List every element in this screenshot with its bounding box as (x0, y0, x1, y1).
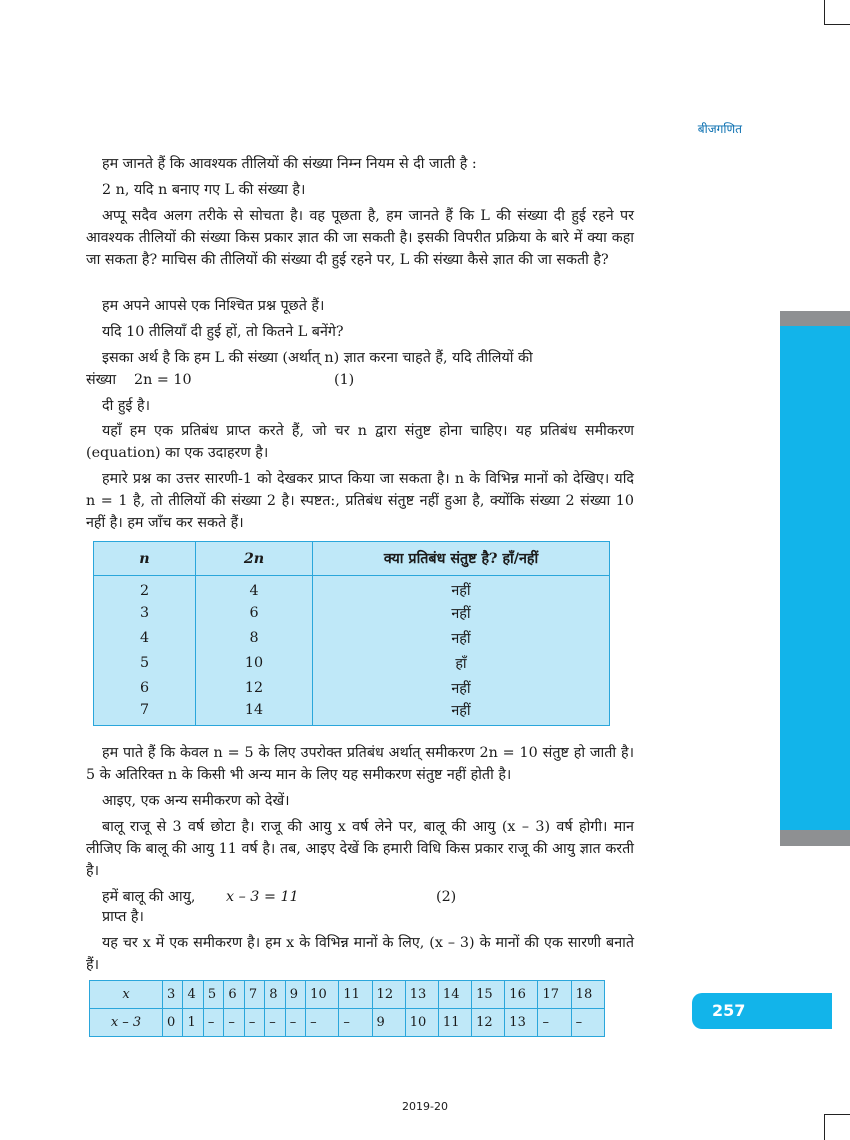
cell-condition: नहीं (313, 576, 610, 601)
cell-condition: नहीं (313, 701, 610, 726)
equation-1-number: (1) (334, 372, 355, 388)
cell-x: 9 (285, 981, 305, 1009)
cell-x-minus-3: – (538, 1009, 571, 1037)
paragraph: हमारे प्रश्न का उत्तर सारणी-1 को देखकर प्राप्त किया जा सकता है। n के विभिन्न मानों को देखिए। यदि n = 1 है, तो तीलियों की संख्या 2 है। स्पष्टत:, प्रतिबंध संतुष्ट नहीं हुआ है, क्योंकि संख्या 2 संख्या 10 नहीं है। हम जाँच कर सकते हैं। (86, 471, 634, 531)
paragraph: यह चर x में एक समीकरण है। हम x के विभिन्न मानों के लिए, (x – 3) के मानों की एक सारणी बनाते हैं। (86, 935, 634, 973)
crop-mark (824, 24, 850, 25)
cell-x-minus-3: – (265, 1009, 285, 1037)
crop-mark (824, 1114, 825, 1140)
page-number-badge: 257 (692, 993, 832, 1029)
cell-n: 3 (94, 601, 196, 626)
table-1 (93, 541, 610, 726)
row-label-x: x (90, 981, 163, 1009)
cell-2n: 10 (196, 651, 313, 676)
cell-x: 18 (571, 981, 604, 1009)
cell-x: 11 (339, 981, 372, 1009)
header-condition: क्या प्रतिबंध संतुष्ट है? हाँ/नहीं (313, 542, 610, 576)
equation-lead-text: संख्या (86, 372, 117, 388)
equation-lead-text: हमें बालू की आयु, (102, 889, 196, 905)
cell-x: 16 (505, 981, 538, 1009)
chapter-title: बीजगणित (697, 122, 742, 136)
cell-n: 6 (94, 676, 196, 701)
table-row-x (90, 981, 605, 1009)
table-row (94, 651, 610, 676)
cell-x-minus-3: – (244, 1009, 264, 1037)
crop-mark (824, 0, 825, 24)
cell-x: 10 (306, 981, 339, 1009)
cell-x: 8 (265, 981, 285, 1009)
equation-1: 2n = 10 (134, 372, 192, 388)
cell-x-minus-3: 9 (372, 1009, 405, 1037)
side-tab-blue (780, 326, 850, 830)
cell-x: 17 (538, 981, 571, 1009)
cell-x: 7 (244, 981, 264, 1009)
cell-x-minus-3: 10 (405, 1009, 438, 1037)
paragraph: बालू राजू से 3 वर्ष छोटा है। राजू की आयु x वर्ष लेने पर, बालू की आयु (x – 3) वर्ष होगी। मान लीजिए कि बालू की आयु 11 वर्ष है। तब, आइए देखें कि हमारी विधि किस प्रकार राजू की आयु ज्ञात करती है। (86, 819, 634, 879)
cell-x: 14 (438, 981, 471, 1009)
cell-n: 2 (94, 576, 196, 601)
cell-n: 4 (94, 626, 196, 651)
cell-x-minus-3: – (203, 1009, 223, 1037)
row-label-x-minus-3: x – 3 (90, 1009, 163, 1037)
paragraph: हम जानते हैं कि आवश्यक तीलियों की संख्या निम्न नियम से दी जाती है : (102, 156, 477, 172)
table-row (94, 626, 610, 651)
paragraph: हम अपने आपसे एक निश्चित प्रश्न पूछते हैं। (102, 298, 325, 314)
cell-condition: नहीं (313, 676, 610, 701)
cell-x: 6 (224, 981, 244, 1009)
cell-condition: नहीं (313, 626, 610, 651)
cell-2n: 4 (196, 576, 313, 601)
table-row-x-minus-3 (90, 1009, 605, 1037)
cell-x: 3 (163, 981, 183, 1009)
table-row (94, 576, 610, 601)
cell-x-minus-3: 12 (472, 1009, 505, 1037)
equation-2: x – 3 = 11 (226, 889, 299, 905)
cell-x: 15 (472, 981, 505, 1009)
cell-x-minus-3: 1 (183, 1009, 203, 1037)
paragraph: इसका अर्थ है कि हम L की संख्या (अर्थात् n) ज्ञात करना चाहते हैं, यदि तीलियों की (102, 350, 533, 366)
cell-x: 4 (183, 981, 203, 1009)
cell-x-minus-3: – (285, 1009, 305, 1037)
cell-n: 5 (94, 651, 196, 676)
cell-x-minus-3: – (306, 1009, 339, 1037)
equation-2-number: (2) (436, 889, 457, 905)
paragraph: दी हुई है। (102, 398, 151, 414)
paragraph: यदि 10 तीलियाँ दी हुई हों, तो कितने L बनेंगे? (102, 324, 344, 340)
paragraph: प्राप्त है। (102, 909, 144, 925)
paragraph: अप्पू सदैव अलग तरीके से सोचता है। वह पूछता है, हम जानते हैं कि L की संख्या दी हुई रहने पर आवश्यक तीलियों की संख्या किस प्रकार ज्ञात की जा सकती है। इसकी विपरीत प्रक्रिया के बारे में क्या कहा जा सकता है? माचिस की तीलियों की संख्या दी हुई रहने पर, L की संख्या कैसे ज्ञात की जा सकती है? (86, 208, 634, 268)
cell-x: 5 (203, 981, 223, 1009)
side-tab-gray-top (780, 311, 850, 326)
table-row (94, 676, 610, 701)
crop-mark (824, 1114, 850, 1115)
paragraph: आइए, एक अन्य समीकरण को देखें। (102, 793, 290, 809)
cell-x: 13 (405, 981, 438, 1009)
header-n: n (94, 542, 196, 576)
cell-x-minus-3: – (339, 1009, 372, 1037)
table-header-row (94, 542, 610, 576)
side-tab-gray-bottom (780, 830, 850, 846)
cell-x-minus-3: – (224, 1009, 244, 1037)
cell-x: 12 (372, 981, 405, 1009)
cell-x-minus-3: – (571, 1009, 604, 1037)
cell-x-minus-3: 13 (505, 1009, 538, 1037)
header-2n: 2n (196, 542, 313, 576)
table-2 (89, 980, 605, 1037)
cell-n: 7 (94, 701, 196, 726)
cell-condition: नहीं (313, 601, 610, 626)
paragraph: यहाँ हम एक प्रतिबंध प्राप्त करते हैं, जो चर n द्वारा संतुष्ट होना चाहिए। यह प्रतिबंध समीकरण (equation) का एक उदाहरण है। (86, 423, 634, 461)
paragraph: हम पाते हैं कि केवल n = 5 के लिए उपरोक्त प्रतिबंध अर्थात् समीकरण 2n = 10 संतुष्ट हो जाती है। 5 के अतिरिक्त n के किसी भी अन्य मान के लिए यह समीकरण संतुष्ट नहीं होती है। (86, 745, 634, 783)
cell-2n: 6 (196, 601, 313, 626)
table-row (94, 601, 610, 626)
paragraph: 2 n, यदि n बनाए गए L की संख्या है। (102, 182, 306, 198)
cell-2n: 8 (196, 626, 313, 651)
table-row (94, 701, 610, 726)
cell-condition: हाँ (313, 651, 610, 676)
footer-year: 2019-20 (402, 1100, 448, 1113)
cell-2n: 12 (196, 676, 313, 701)
cell-x-minus-3: 11 (438, 1009, 471, 1037)
cell-x-minus-3: 0 (163, 1009, 183, 1037)
cell-2n: 14 (196, 701, 313, 726)
